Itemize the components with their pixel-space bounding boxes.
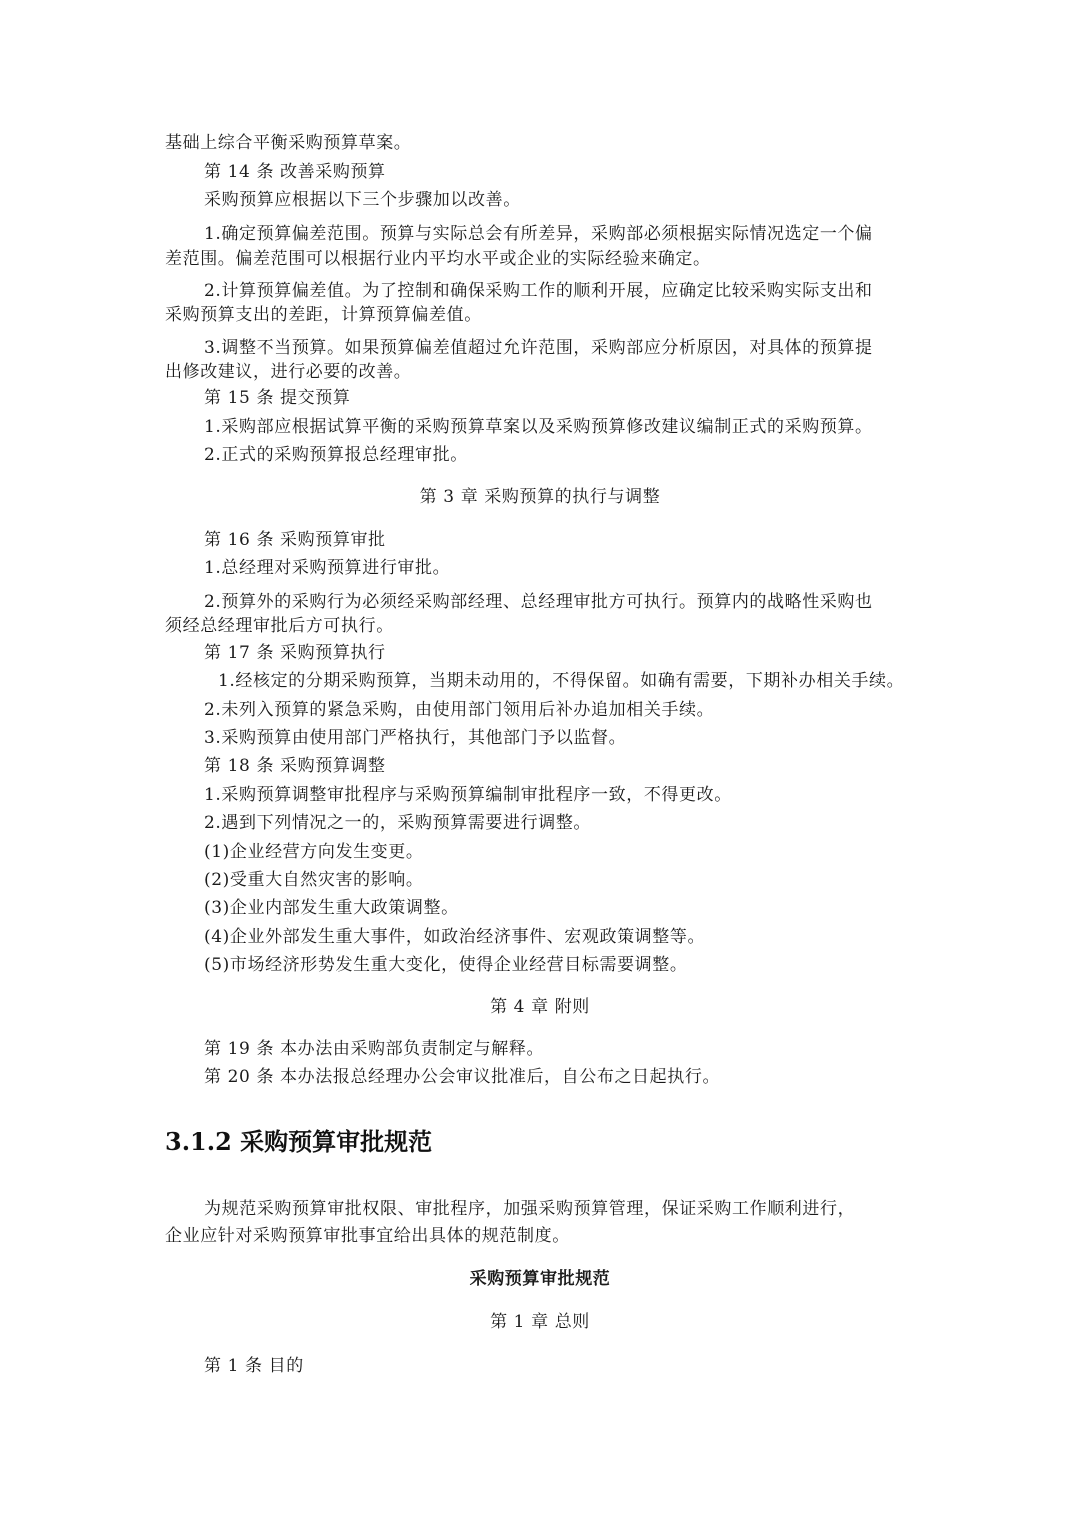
paragraph-line: 1.采购部应根据试算平衡的采购预算草案以及采购预算修改建议编制正式的采购预算。 (204, 417, 873, 437)
paragraph-line: 采购预算应根据以下三个步骤加以改善。 (204, 190, 521, 210)
list-item: (3)企业内部发生重大政策调整。 (204, 898, 459, 918)
paragraph-line: 差范围。偏差范围可以根据行业内平均水平或企业的实际经验来确定。 (165, 249, 711, 269)
paragraph-line: 1.确定预算偏差范围。预算与实际总会有所差异，采购部必须根据实际情况选定一个偏 (204, 224, 873, 244)
paragraph-line: 1.经核定的分期采购预算，当期未动用的，不得保留。如确有需要，下期补办相关手续。 (218, 671, 905, 691)
paragraph-line: 3.采购预算由使用部门严格执行，其他部门予以监督。 (204, 728, 627, 748)
list-item: (5)市场经济形势发生重大变化，使得企业经营目标需要调整。 (204, 955, 688, 975)
article-heading: 第 15 条 提交预算 (204, 388, 351, 408)
list-item: (1)企业经营方向发生变更。 (204, 842, 424, 862)
paragraph-line: 2.正式的采购预算报总经理审批。 (204, 445, 468, 465)
chapter-heading: 第 3 章 采购预算的执行与调整 (419, 487, 661, 507)
paragraph-line: 2.遇到下列情况之一的，采购预算需要进行调整。 (204, 813, 592, 833)
paragraph-line: 1.总经理对采购预算进行审批。 (204, 558, 451, 578)
section-heading: 3.1.2 采购预算审批规范 (165, 1127, 433, 1156)
article-heading: 第 18 条 采购预算调整 (204, 756, 386, 776)
article-heading: 第 1 条 目的 (204, 1356, 304, 1376)
article-heading: 第 16 条 采购预算审批 (204, 530, 386, 550)
chapter-heading: 第 4 章 附则 (490, 997, 590, 1017)
paragraph-line: 企业应针对采购预算审批事宜给出具体的规范制度。 (165, 1226, 570, 1246)
paragraph-line: 2.计算预算偏差值。为了控制和确保采购工作的顺利开展，应确定比较采购实际支出和 (204, 281, 873, 301)
paragraph-line: 2.预算外的采购行为必须经采购部经理、总经理审批方可执行。预算内的战略性采购也 (204, 592, 873, 612)
article-line: 第 20 条 本办法报总经理办公会审议批准后，自公布之日起执行。 (204, 1067, 721, 1087)
list-item: (4)企业外部发生重大事件，如政治经济事件、宏观政策调整等。 (204, 927, 706, 947)
paragraph-line: 采购预算支出的差距，计算预算偏差值。 (165, 305, 482, 325)
paragraph-line: 基础上综合平衡采购预算草案。 (165, 133, 412, 153)
document-title: 采购预算审批规范 (469, 1269, 611, 1289)
paragraph-line: 须经总经理审批后方可执行。 (165, 616, 394, 636)
paragraph-line: 出修改建议，进行必要的改善。 (165, 362, 412, 382)
list-item: (2)受重大自然灾害的影响。 (204, 870, 424, 890)
paragraph-line: 3.调整不当预算。如果预算偏差值超过允许范围，采购部应分析原因，对具体的预算提 (204, 338, 873, 358)
paragraph-line: 1.采购预算调整审批程序与采购预算编制审批程序一致，不得更改。 (204, 785, 732, 805)
paragraph-line: 为规范采购预算审批权限、审批程序，加强采购预算管理，保证采购工作顺利进行， (204, 1199, 856, 1219)
paragraph-line: 2.未列入预算的紧急采购，由使用部门领用后补办追加相关手续。 (204, 700, 715, 720)
chapter-heading: 第 1 章 总则 (490, 1312, 590, 1332)
article-line: 第 19 条 本办法由采购部负责制定与解释。 (204, 1039, 545, 1059)
article-heading: 第 14 条 改善采购预算 (204, 162, 386, 182)
article-heading: 第 17 条 采购预算执行 (204, 643, 386, 663)
